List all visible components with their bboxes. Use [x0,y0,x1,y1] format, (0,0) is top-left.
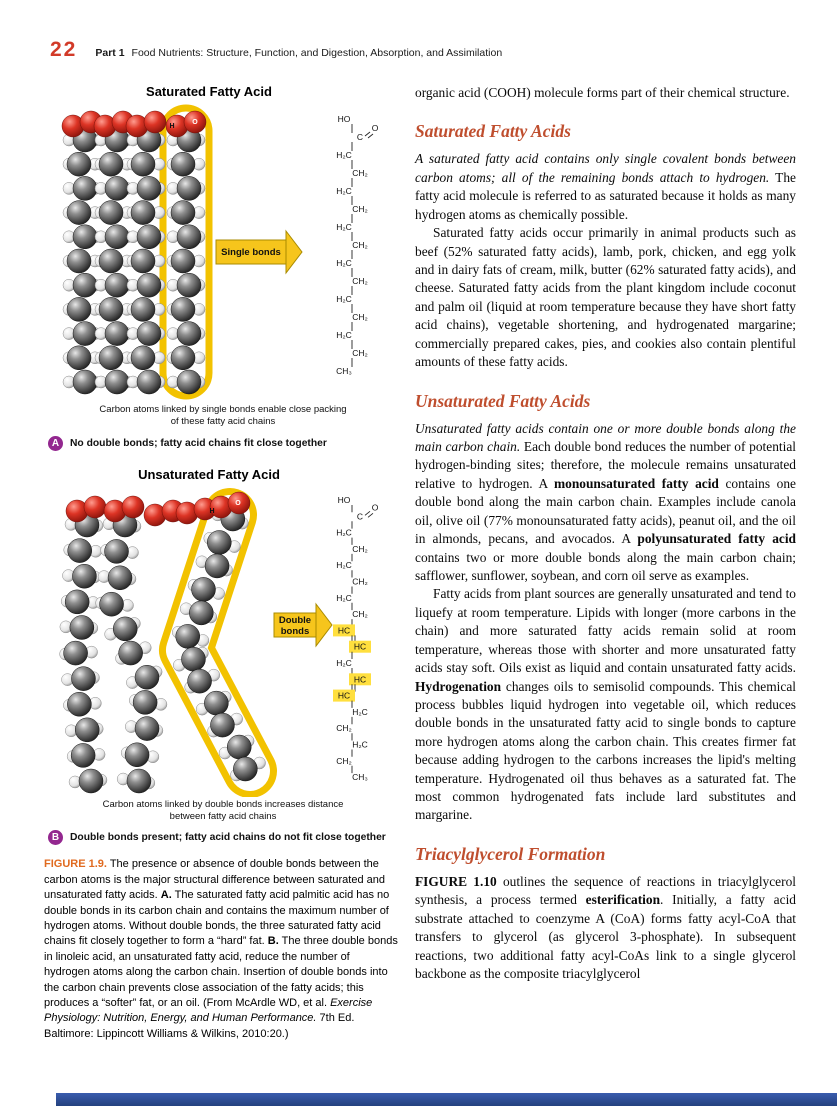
running-head [95,47,502,59]
svg-text:H₂C: H₂C [336,222,352,232]
svg-text:C: C [356,132,364,142]
svg-text:HC: HC [353,641,367,652]
paragraph: Fatty acids from plant sources are generally unsaturated and tend to liquefy at room temperature. Lipids with longer (more carbons in the chain) and more saturated fatty acids remain solid at room temperature, whereas those with shorter and more unsaturated fatty acids stay soft. Oils exist as liquid and contain unsaturated fatty acids. Hydrogenation changes oils to semisolid compounds. This chemical process bubbles liquid hydrogen into vegetable oil, which reduces double bonds in the unsaturated fatty acid to single bonds to capture more hydrogen atoms along the carbon chain. This creates firmer fat because adding hydrogen to the carbons increases the lipid's melting temperature. Hydrogenated oil thus behaves as a saturated fat. The most common hydrogenated fats include lard substitutes and margarine. [415,586,796,823]
key-point-a-text: No double bonds; fatty acid chains fit close together [70,437,327,449]
svg-text:H₂C: H₂C [336,294,352,304]
svg-text:CH₂: CH₂ [336,755,352,766]
svg-text:CH₂: CH₂ [352,276,368,286]
paragraph: Unsaturated fatty acids contain one or more double bonds along the main carbon chain. Each double bond reduces the number of potential hydrogen-binding sites; therefore, the molecule remains unsaturated relative to hydrogen. A monounsaturated fatty acid contains one double bond along the main carbon chain. Examples include canola oil, olive oil (77% monounsaturated fatty acids), peanut oil, and the oil in almonds, pecans, and avocados. A polyunsaturated fatty acid contains two or more double bonds along the main carbon chain; safflower, sunflower, soybean, and corn oil serve as examples. [415,420,797,583]
figure-unsaturated [44,467,402,846]
unsaturated-molecular-model [44,485,399,797]
svg-text:HC: HC [353,673,367,684]
svg-text:H: H [169,123,175,130]
page-bottom-bar [56,1093,837,1106]
svg-text:CH₂: CH₂ [352,543,368,554]
svg-text:CH₂: CH₂ [352,608,368,619]
key-point-b-text: Double bonds present; fatty acid chains do not fit close together [70,832,386,844]
paragraph: A saturated fatty acid contains only single covalent bonds between carbon atoms; all of the remaining bonds attach to hydrogen. The fatty acid molecule is referred to as saturated because it holds as many hydrogen atoms as chemically possible. [415,151,796,222]
svg-text:H₂C: H₂C [336,186,352,196]
svg-text:HC: HC [337,690,351,701]
figure-saturated [44,84,402,451]
running-head-title: Food Nutrients: Structure, Function, and Digestion, Absorption, and Assimilation [131,47,503,59]
svg-text:H₂C: H₂C [352,706,368,717]
svg-text:CH₃: CH₃ [336,366,352,376]
svg-text:H₂C: H₂C [336,330,352,340]
svg-text:O: O [192,119,198,126]
badge-a: A [48,436,63,451]
svg-text:CH₂: CH₂ [352,240,368,250]
svg-text:CH₂: CH₂ [352,312,368,322]
key-point-b [44,830,402,845]
svg-text:C: C [356,510,364,521]
svg-text:HC: HC [337,625,351,636]
svg-text:CH₂: CH₂ [352,204,368,214]
figure-note-saturated: Carbon atoms linked by single bonds enable close packing of these fatty acid chains [99,404,347,428]
svg-text:H: H [209,507,215,515]
figure-title-saturated: Saturated Fatty Acid [146,84,272,99]
svg-text:H₂C: H₂C [336,592,352,603]
svg-text:Double: Double [278,614,312,626]
svg-text:H₂C: H₂C [336,559,352,570]
svg-text:O: O [235,499,241,507]
svg-text:O: O [371,501,379,512]
section-heading-unsaturated-fatty-acids: Unsaturated Fatty Acids [415,390,591,411]
section-heading-saturated-fatty-acids: Saturated Fatty Acids [415,121,571,142]
svg-text:H₂C: H₂C [336,150,352,160]
text-column [415,84,796,983]
svg-text:HO: HO [337,494,351,505]
svg-text:HO: HO [337,114,351,124]
paragraph: Saturated fatty acids occur primarily in animal products such as beef (52% saturated fatty acids), lamb, pork, chicken, and egg yolk and in dairy fats of cream, milk, butter (62% saturated fatty acids), and cheese. Saturated fatty acids from the plant kingdom include coconut and palm oil (liquid at room temperature because they have short fatty acid chains), vegetable shortening, and hydrogenated margarine; commercially prepared cakes, pies, and cookies also contain plentiful amounts of these fatty acids. [415,225,796,370]
svg-text:CH₂: CH₂ [352,576,368,587]
svg-text:H₂C: H₂C [336,258,352,268]
paragraph: FIGURE 1.10 outlines the sequence of reactions in triacylglycerol synthesis, a process termed esterification. Initially, a fatty acid substrate attached to coenzyme A (CoA) forms fatty acyl-CoA that transfers to glycerol (as glycerol 3-phosphate). In subsequent reactions, two additional fatty acyl-CoAs link to a single glycerol backbone as the composite triacylglycerol [415,873,796,982]
svg-text:bonds: bonds [280,625,310,637]
figure-note-unsaturated: Carbon atoms linked by double bonds increases distance between fatty acid chains [102,798,344,823]
page-header [50,38,502,62]
page-number: 22 [50,38,78,61]
svg-text:H₂C: H₂C [336,657,352,668]
key-point-a [44,436,402,451]
svg-text:CH₂: CH₂ [336,722,352,733]
svg-text:CH₃: CH₃ [352,771,368,782]
figure-title-unsaturated: Unsaturated Fatty Acid [138,466,280,482]
part-label: Part 1 [95,47,125,59]
svg-text:CH₂: CH₂ [352,168,368,178]
badge-b: B [48,830,63,845]
svg-text:CH₂: CH₂ [352,348,368,358]
svg-text:O: O [371,123,379,133]
svg-text:Single bonds: Single bonds [221,247,281,258]
svg-text:H₂C: H₂C [336,527,352,538]
saturated-molecular-model [44,102,399,402]
svg-text:H₂C: H₂C [352,739,368,750]
paragraph-intro: organic acid (COOH) molecule forms part of their chemical structure. [415,85,790,100]
figure-1-9-caption: FIGURE 1.9. The presence or absence of double bonds between the carbon atoms is the major structural difference between saturated and unsaturated fatty acids. A. The saturated fatty acid palmitic acid has no double bonds in its carbon chain and contains the maximum number of hydrogen atoms. Without double bonds, the three saturated fatty acid chains fit closely together to form a “hard” fat. B. The three double bonds in linoleic acid, an unsaturated fatty acid, reduce the number of hydrogen atoms along the carbon chain. Insertion of double bonds into the carbon chain prevents close association of the fatty acids; this produces a “softer” fat, or an oil. (From McArdle WD, et al. Exercise Physiology: Nutrition, Energy, and Human Performance. 7th Ed. Baltimore: Lippincott Williams & Wilkins, 2010:20.) [44,858,398,1040]
section-heading-triacylglycerol-formation: Triacylglycerol Formation [415,843,606,864]
figure-column [44,84,402,1042]
